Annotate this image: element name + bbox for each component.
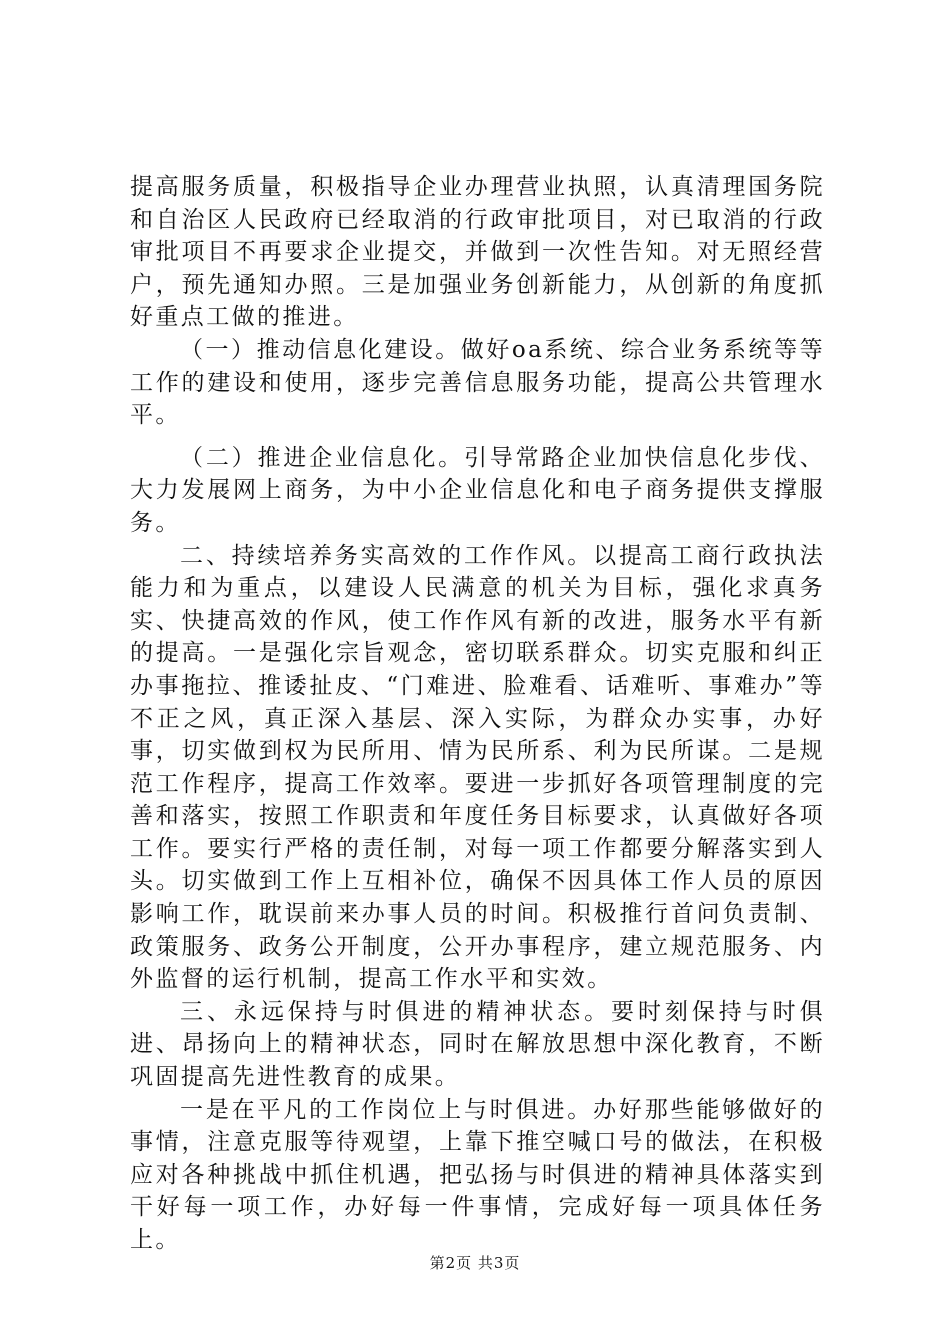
paragraph-continuation: 提高服务质量，积极指导企业办理营业执照，认真清理国务院和自治区人民政府已经取消的行政审批项目，对已取消的行政审批项目不再要求企业提交，并做到一次性告知。对无照经营户，预先通知办照。三是加强业务创新能力，从创新的角度抓好重点工做的推进。 [130, 174, 825, 331]
paragraph-enterprise-informatization: （二）推进企业信息化。引导常路企业加快信息化步伐、大力发展网上商务，为中小企业信息化和电子商务提供支撑服务。 [130, 444, 825, 536]
paragraph-spirit: 三、永远保持与时俱进的精神状态。要时刻保持与时俱进、昂扬向上的精神状态，同时在解放思想中深化教育，不断巩固提高先进性教育的成果。 [130, 998, 825, 1091]
paragraph-work-style: 二、持续培养务实高效的工作作风。以提高工商行政执法能力和为重点，以建设人民满意的机关为目标，强化求真务实、快捷高效的作风，使工作作风有新的改进，服务水平有新的提高。一是强化宗旨观念，密切联系群众。切实克服和纠正办事拖拉、推诿扯皮、“门难进、脸难看、话难听、事难办”等不正之风，真正深入基层、深入实际，为群众办实事，办好事，切实做到权为民所用、情为民所系、利为民所谋。二是规范工作程序，提高工作效率。要进一步抓好各项管理制度的完善和落实，按照工作职责和年度任务目标要求，认真做好各项工作。要实行严格的责任制，对每一项工作都要分解落实到人头。切实做到工作上互相补位，确保不因具体工作人员的原因影响工作，耽误前来办事人员的时间。积极推行首问负责制、政策服务、政务公开制度，公开办事程序，建立规范服务、内外监督的运行机制，提高工作水平和实效。 [130, 542, 825, 993]
document-body [130, 171, 825, 1257]
paragraph-informatization: （一）推动信息化建设。做好oa系统、综合业务系统等等工作的建设和使用，逐步完善信息服务功能，提高公共管理水平。 [130, 336, 825, 429]
paragraph-keep-pace: 一是在平凡的工作岗位上与时俱进。办好那些能够做好的事情，注意克服等待观望，上靠下推空喊口号的做法，在积极应对各种挑战中抓住机遇，把弘扬与时俱进的精神具体落实到干好每一项工作，办好每一件事情，完成好每一项具体任务上。 [130, 1096, 825, 1253]
page-number-footer: 第2页 共3页 [429, 1254, 521, 1272]
